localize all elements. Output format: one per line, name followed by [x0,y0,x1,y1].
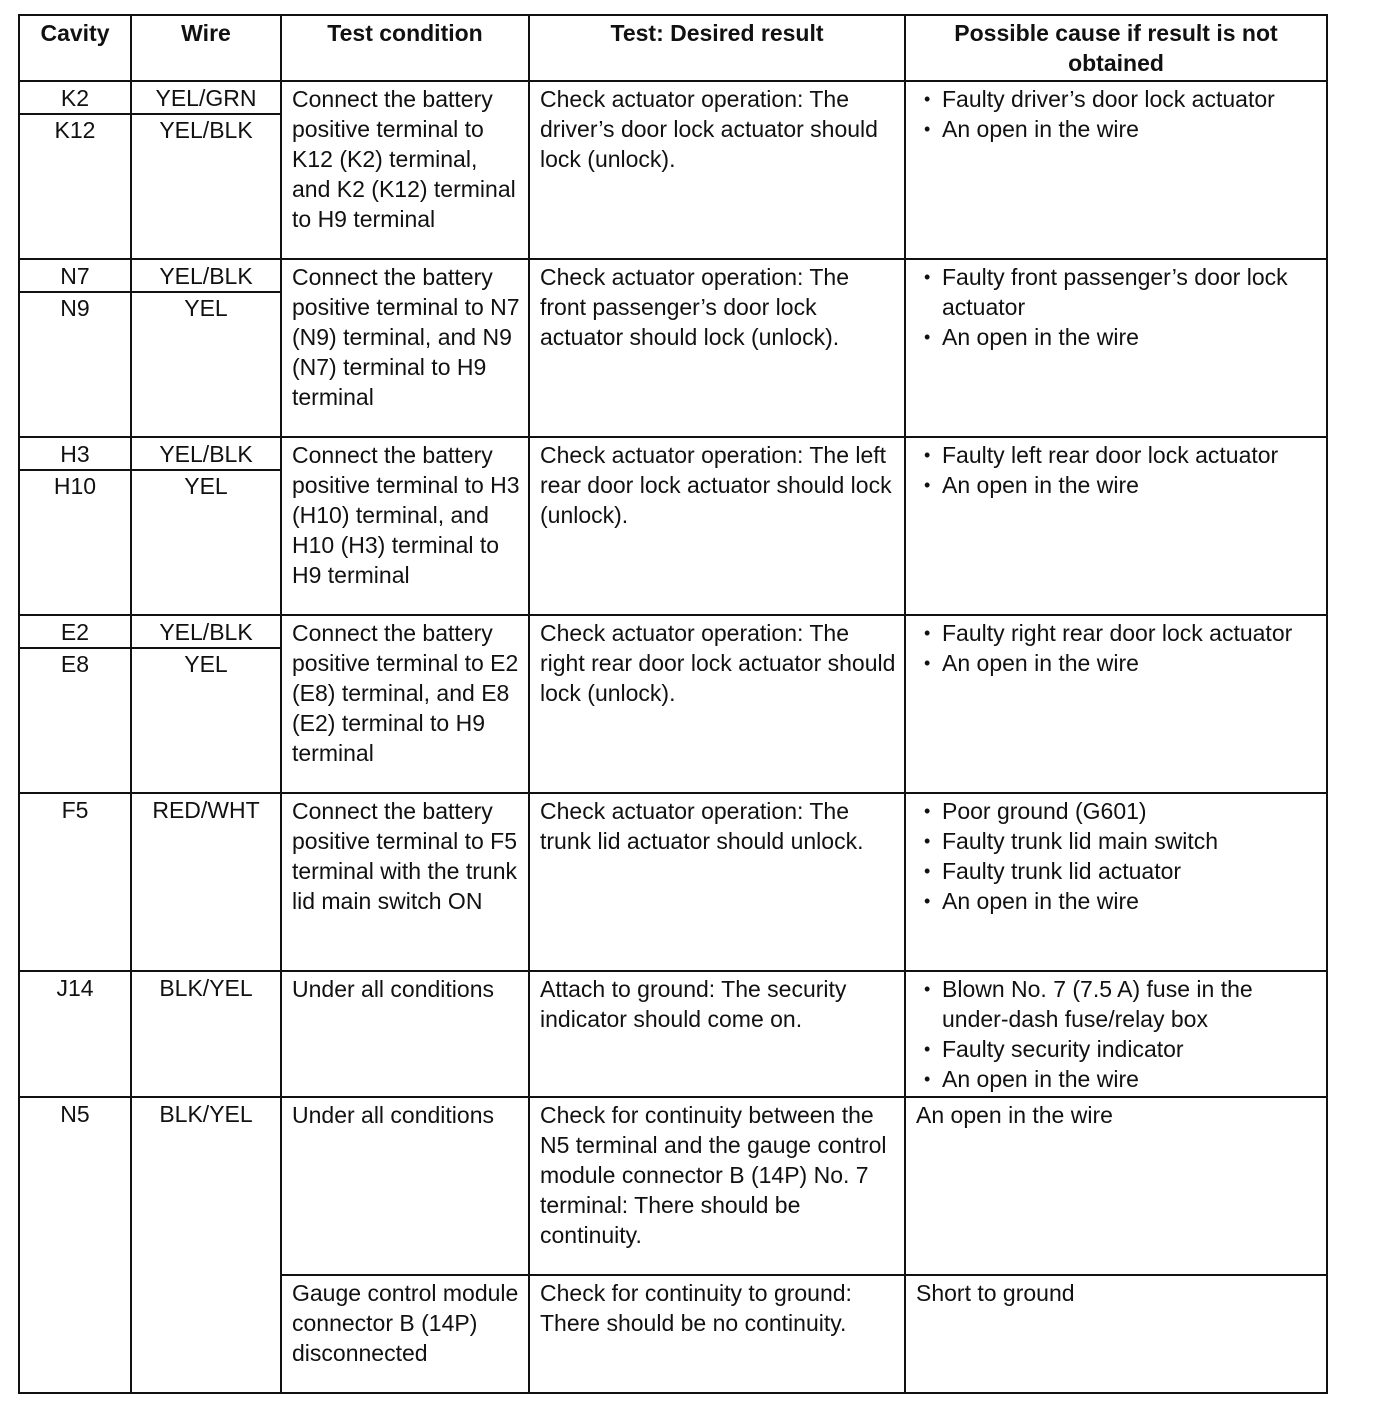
cavity-cell: F5 [19,793,131,971]
possible-cause-cell [905,971,1327,1097]
cause-item: • Faulty trunk lid main switch [916,826,1318,856]
test-condition-cell: Connect the battery positive terminal to E2 (E8) terminal, and E8 (E2) terminal to H9 terminal [281,615,529,793]
cause-item: • An open in the wire [916,322,1318,352]
door-lock-test-table [18,14,1328,1394]
wire-value: YEL/GRN [131,83,281,115]
desired-result-cell: Attach to ground: The security indicator should come on. [529,971,905,1097]
cavity-value: E2 [19,617,131,649]
possible-cause-cell: An open in the wire [905,1097,1327,1275]
cause-item: • Poor ground (G601) [916,796,1318,826]
cavity-cell [19,81,131,259]
test-condition-cell: Gauge control module connector B (14P) disconnected [281,1275,529,1393]
test-condition-cell: Connect the battery positive terminal to H3 (H10) terminal, and H10 (H3) terminal to H9 terminal [281,437,529,615]
desired-result-cell: Check actuator operation: The front passenger’s door lock actuator should lock (unlock). [529,259,905,437]
cavity-cell [19,259,131,437]
desired-result-cell: Check actuator operation: The driver’s door lock actuator should lock (unlock). [529,81,905,259]
wire-value: YEL [184,651,228,677]
cavity-value: H3 [19,439,131,471]
cause-item: • Faulty driver’s door lock actuator [916,84,1318,114]
possible-cause-cell [905,81,1327,259]
table-row [19,793,1327,971]
desired-result-cell: Check actuator operation: The left rear door lock actuator should lock (unlock). [529,437,905,615]
wire-cell [131,259,281,437]
cavity-value: E8 [60,651,90,677]
cavity-value: N9 [60,295,90,321]
wire-cell: BLK/YEL [131,1097,281,1393]
cavity-value: K2 [19,83,131,115]
possible-cause-cell [905,259,1327,437]
header-test-condition: Test condition [281,15,529,81]
test-condition-cell: Connect the battery positive terminal to F5 terminal with the trunk lid main switch ON [281,793,529,971]
cavity-value: N7 [19,261,131,293]
table-row [19,437,1327,615]
wire-cell [131,437,281,615]
cause-item: • An open in the wire [916,886,1318,916]
cavity-cell: N5 [19,1097,131,1393]
wire-value: YEL/BLK [131,261,281,293]
desired-result-cell: Check for continuity between the N5 terminal and the gauge control module connector B (14P) No. 7 terminal: There should be continuity. [529,1097,905,1275]
desired-result-cell: Check for continuity to ground: There should be no continuity. [529,1275,905,1393]
header-desired-result: Test: Desired result [529,15,905,81]
wire-value: YEL/BLK [131,617,281,649]
cause-item: • An open in the wire [916,648,1318,678]
header-wire: Wire [131,15,281,81]
test-condition-cell: Connect the battery positive terminal to N7 (N9) terminal, and N9 (N7) terminal to H9 terminal [281,259,529,437]
possible-cause-cell: Short to ground [905,1275,1327,1393]
wire-cell [131,81,281,259]
desired-result-cell: Check actuator operation: The trunk lid actuator should unlock. [529,793,905,971]
table-row [19,1097,1327,1275]
test-condition-cell: Under all conditions [281,971,529,1097]
wire-value: YEL [184,473,228,499]
cavity-value: H10 [53,473,97,499]
cause-item: • An open in the wire [916,1064,1318,1094]
table-row [19,615,1327,793]
cause-item: • An open in the wire [916,114,1318,144]
cause-item: • Faulty front passenger’s door lock actuator [916,262,1318,322]
wire-value: YEL/BLK [131,439,281,471]
cavity-cell: J14 [19,971,131,1097]
table-row [19,259,1327,437]
cause-item: • An open in the wire [916,470,1318,500]
cause-item: • Blown No. 7 (7.5 A) fuse in the under-dash fuse/relay box [916,974,1318,1034]
wire-cell: BLK/YEL [131,971,281,1097]
desired-result-cell: Check actuator operation: The right rear door lock actuator should lock (unlock). [529,615,905,793]
cause-item: • Faulty trunk lid actuator [916,856,1318,886]
possible-cause-cell [905,437,1327,615]
wire-value: YEL/BLK [159,117,253,143]
wire-value: YEL [184,295,228,321]
possible-cause-cell [905,615,1327,793]
possible-cause-cell [905,793,1327,971]
header-cavity: Cavity [19,15,131,81]
cavity-value: K12 [54,117,96,143]
cavity-cell [19,615,131,793]
wire-cell: RED/WHT [131,793,281,971]
cause-item: • Faulty left rear door lock actuator [916,440,1318,470]
cavity-cell [19,437,131,615]
cause-item: • Faulty right rear door lock actuator [916,618,1318,648]
test-condition-cell: Under all conditions [281,1097,529,1275]
test-condition-cell: Connect the battery positive terminal to K12 (K2) terminal, and K2 (K12) terminal to H9 terminal [281,81,529,259]
table-row [19,971,1327,1097]
header-possible-cause: Possible cause if result is not obtained [905,15,1327,81]
table-row [19,81,1327,259]
cause-item: • Faulty security indicator [916,1034,1318,1064]
header-row [19,15,1327,81]
wire-cell [131,615,281,793]
